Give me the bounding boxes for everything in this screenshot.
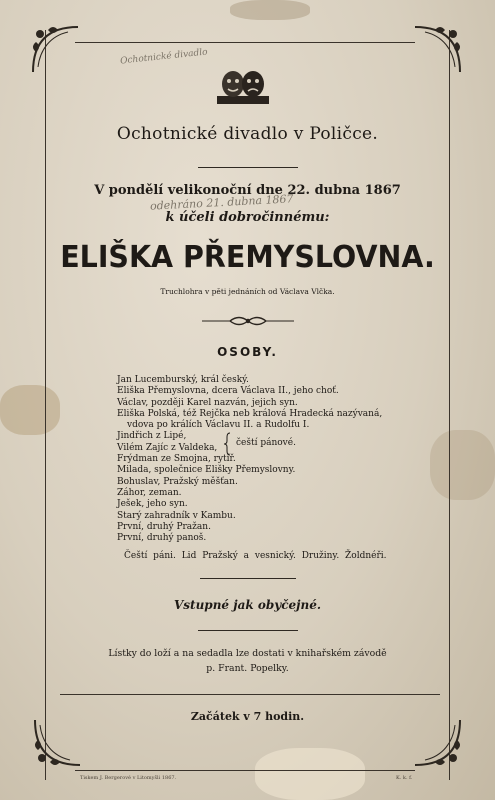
ornament-corner-icon	[30, 715, 85, 770]
cast-member: Eliška Polská, též Rejčka neb králová Hradecká nazývaná,	[117, 408, 383, 419]
start-time: Začátek v 7 hodin.	[190, 710, 305, 723]
printer-mark: K. k. f.	[396, 775, 413, 781]
paper-stain	[0, 385, 60, 435]
cast-member: Jindřich z Lipé,	[117, 431, 187, 442]
cast-member: Vilém Zajíc z Valdeka,	[117, 442, 218, 453]
cast-list	[117, 375, 382, 544]
paper-stain	[230, 0, 310, 20]
ornament-corner-icon	[410, 715, 465, 770]
handwritten-top-note: Ochotnické divadlo	[119, 47, 209, 67]
cast-member: Frýdman ze Smojna, rytíř.	[117, 454, 236, 465]
printer-imprint: Tiskem J. Bergerové v Litomyšli 1867.	[80, 775, 177, 781]
handwritten-date-note: odehráno 21. dubna 1867	[149, 192, 294, 213]
frame-top-line	[75, 42, 415, 43]
cast-member: První, druhý panoš.	[117, 533, 207, 544]
cast-member: Eliška Přemyslovna, dcera Václava II., jeho choť.	[117, 386, 339, 397]
divider-short	[198, 167, 298, 168]
divider-short	[200, 578, 296, 579]
persons-heading: OSOBY.	[217, 345, 278, 359]
cast-member: Václav, později Karel nazván, jejich syn.	[117, 397, 298, 408]
frame-foot-line	[75, 770, 415, 771]
play-title: ELIŠKA PŘEMYSLOVNA.	[60, 240, 435, 275]
theatre-masks-icon	[215, 66, 271, 106]
extras-line: Čeští páni. Lid Pražský a vesnický. Družiny. Žoldnéři.	[124, 551, 387, 561]
cast-member: První, druhý Pražan.	[117, 521, 211, 532]
ornament-corner-icon	[28, 22, 83, 77]
cast-member: vdova po králích Václavu II. a Rudolfu I.	[127, 420, 310, 431]
ornament-corner-icon	[410, 22, 465, 77]
brace-icon	[224, 432, 232, 456]
tickets-seller: p. Frant. Popelky.	[206, 663, 289, 674]
cast-member: Bohuslav, Pražský měšťan.	[117, 476, 238, 487]
paper-stain	[255, 748, 365, 800]
ornament-divider-icon	[200, 315, 296, 327]
frame-bottom-line	[60, 694, 440, 695]
theatre-name: Ochotnické divadlo v Poličce.	[116, 124, 379, 144]
cast-member: Ješek, jeho syn.	[117, 499, 188, 510]
cast-member: Jan Lucemburský, král český.	[117, 375, 249, 385]
cast-member: Záhor, zeman.	[117, 487, 182, 498]
tickets-info: Lístky do loží a na sedadla lze dostati v knihařském závodě	[108, 648, 387, 659]
admission-note: Vstupné jak obyčejné.	[173, 598, 322, 612]
cast-member: Milada, společnice Elišky Přemyslovny.	[117, 465, 296, 476]
play-subtitle: Truchlohra v pěti jednáních od Václava Vlčka.	[160, 287, 335, 296]
cast-member: Starý zahradník v Kambu.	[117, 510, 236, 521]
divider-short	[198, 630, 298, 631]
charity-purpose: k účeli dobročinnému:	[165, 210, 330, 225]
brace-label: čeští pánové.	[236, 438, 296, 448]
performance-date: V pondělí velikonoční dne 22. dubna 1867	[94, 183, 401, 198]
paper-stain	[430, 430, 495, 500]
